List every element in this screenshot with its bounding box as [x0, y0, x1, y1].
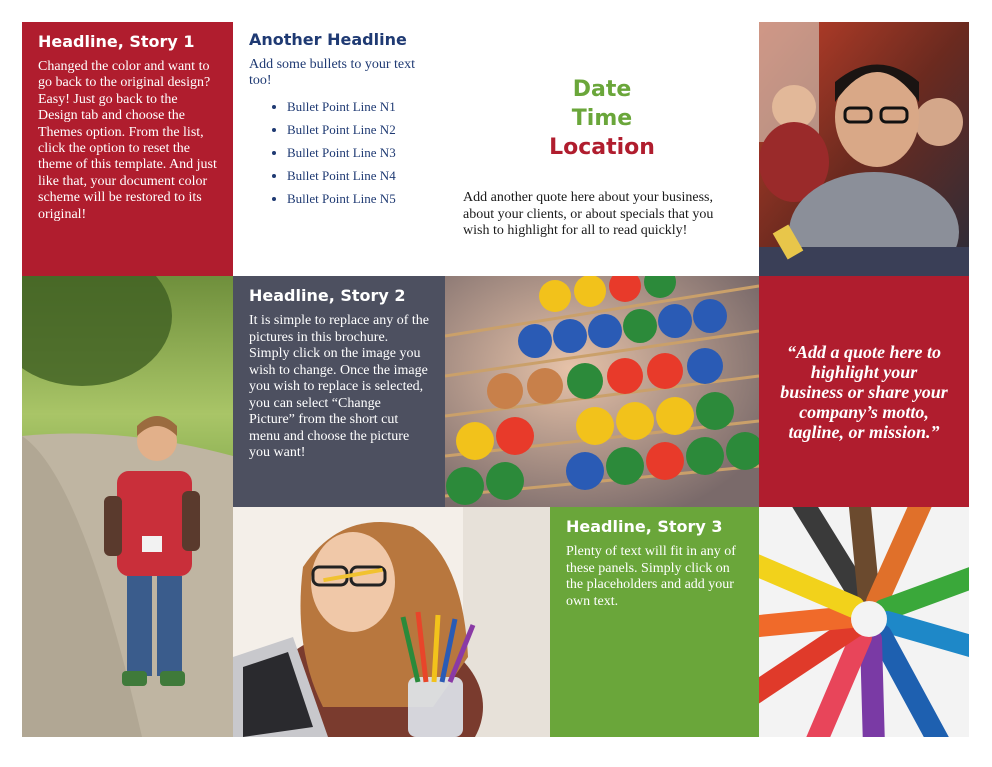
- bullet-list: [249, 95, 429, 210]
- bullet-item: • Bullet Point Line N5: [287, 187, 429, 210]
- colored-pencils-photo: [759, 507, 969, 737]
- event-panel: [445, 22, 759, 276]
- story3-body: Plenty of text will fit in any of these panels. Simply click on the placeholders and add your own text.: [566, 544, 736, 609]
- bullet-item: • Bullet Point Line N3: [287, 141, 429, 164]
- event-quote: Add another quote here about your business, about your clients, or about specials that you wish to highlight for all to read quickly!: [463, 190, 714, 238]
- bullet-item: • Bullet Point Line N2: [287, 118, 429, 141]
- girl-laptop-photo: [233, 507, 550, 737]
- story2-body: It is simple to replace any of the pictures in this brochure. Simply click on the image you wish to change. Once the image you wish to replace is selected, you can select “Change Picture” from the short cut menu and choose the picture you want!: [249, 313, 429, 460]
- bullets-intro: Add some bullets to your text too!: [249, 57, 416, 88]
- boy-at-desk-photo: [759, 22, 969, 276]
- story1-headline: Headline, Story 1: [38, 32, 195, 51]
- story2-headline: Headline, Story 2: [249, 286, 406, 305]
- abacus-photo: [445, 276, 759, 507]
- story2-panel: [233, 276, 445, 507]
- another-headline-panel: [233, 22, 445, 276]
- bullet-item: • Bullet Point Line N4: [287, 164, 429, 187]
- story1-body: Changed the color and want to go back to the original design? Easy! Just go back to the Design tab and choose the Themes option. From the list, click the option to reset the theme of this template. And just like that, your document color scheme will be restored to its original!: [38, 59, 217, 222]
- pull-quote-panel: [759, 276, 969, 507]
- boy-walking-photo: [22, 276, 233, 737]
- story1-panel: [22, 22, 233, 276]
- story3-panel: [550, 507, 759, 737]
- another-headline: Another Headline: [249, 30, 407, 49]
- event-time: Time: [571, 106, 633, 131]
- event-date: Date: [572, 77, 632, 102]
- pull-quote-text: “Add a quote here to highlight your business or share your company’s motto, tagline, or mission.”: [780, 341, 948, 442]
- story3-headline: Headline, Story 3: [566, 517, 723, 536]
- event-location: Location: [549, 135, 655, 160]
- bullet-item: • Bullet Point Line N1: [287, 95, 429, 118]
